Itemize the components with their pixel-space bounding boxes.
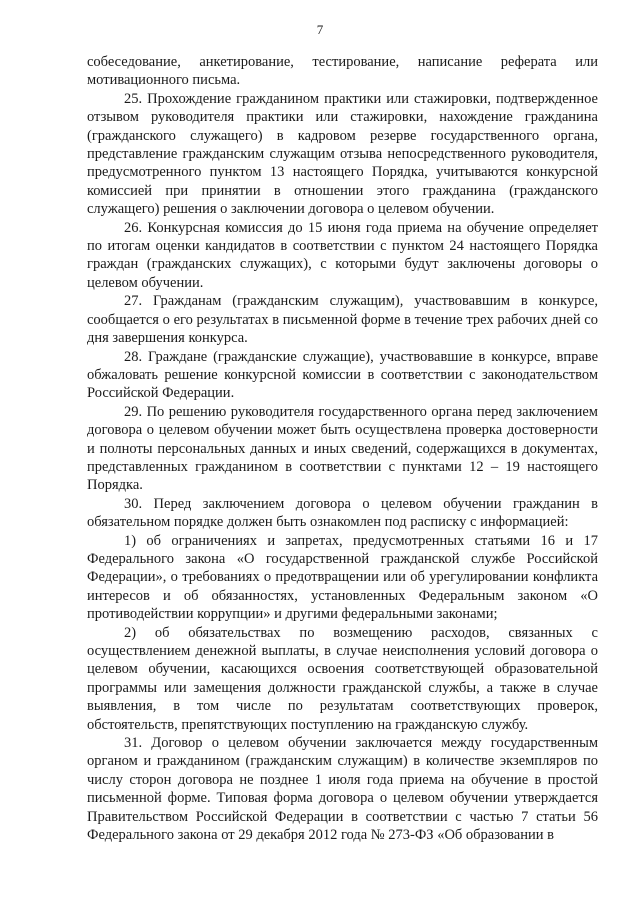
paragraph-29: 29. По решению руководителя государственного органа перед заключением договора о целевом обучении может быть осуществлена проверка достоверности и полноты персональных данных и иных сведений, содержащихся в документах, представленных гражданином в соответствии с пунктами 12 – 19 настоящего Порядка.	[87, 403, 598, 494]
paragraph-31: 31. Договор о целевом обучении заключается между государственным органом и гражданином (гражданским служащим) в количестве экземпляров по числу сторон договора не позднее 1 июля года приема на обучение в простой письменной форме. Типовая форма договора о целевом обучении утверждается Правительством Российской Федерации в соответствии с частью 7 статьи 56 Федерального закона от 29 декабря 2012 года № 273-ФЗ «Об образовании в	[87, 735, 598, 844]
paragraph-30: 30. Перед заключением договора о целевом обучении гражданин в обязательном порядке должен быть ознакомлен под расписку с информацией:	[87, 495, 598, 531]
paragraph-25: 25. Прохождение гражданином практики или стажировки, подтвержденное отзывом руководителя практики или стажировки, нахождение гражданина (гражданского служащего) в кадровом резерве государственного органа, представление гражданским служащим отзыва непосредственного руководителя, предусмотренного пунктом 13 настоящего Порядка, учитываются конкурсной комиссией при принятии в отношении этого гражданина (гражданского служащего) решения о заключении договора о целевом обучении.	[87, 90, 598, 218]
page-number: 7	[316, 22, 324, 37]
paragraph-30-item-1: 1) об ограничениях и запретах, предусмотренных статьями 16 и 17 Федерального закона «О государственной гражданской службе Российской Федерации», о требованиях о предотвращении или об урегулировании конфликта интересов и об обязанностях, установленных Федеральным законом «О противодействии коррупции» и другими федеральными законами;	[87, 532, 598, 623]
document-body	[87, 53, 598, 844]
paragraph-30-item-2: 2) об обязательствах по возмещению расходов, связанных с осуществлением денежной выплаты, в случае неисполнения условий договора о целевом обучении, касающихся освоения соответствующей образовательной программы или замещения должности гражданской службы, а также в случае выявления, в том числе по результатам соответствующих проверок, обстоятельств, препятствующих поступлению на гражданскую службу.	[87, 624, 598, 733]
paragraph-26: 26. Конкурсная комиссия до 15 июня года приема на обучение определяет по итогам оценки кандидатов в соответствии с пунктом 24 настоящего Порядка граждан (гражданских служащих), с которыми будут заключены договоры о целевом обучении.	[87, 219, 598, 291]
paragraph-27: 27. Гражданам (гражданским служащим), участвовавшим в конкурсе, сообщается о его результатах в письменной форме в течение трех рабочих дней со дня завершения конкурса.	[87, 293, 598, 347]
paragraph-28: 28. Граждане (гражданские служащие), участвовавшие в конкурсе, вправе обжаловать решение конкурсной комиссии в соответствии с законодательством Российской Федерации.	[87, 348, 598, 402]
paragraph-continuation: собеседование, анкетирование, тестирование, написание реферата или мотивационного письма.	[87, 54, 598, 89]
